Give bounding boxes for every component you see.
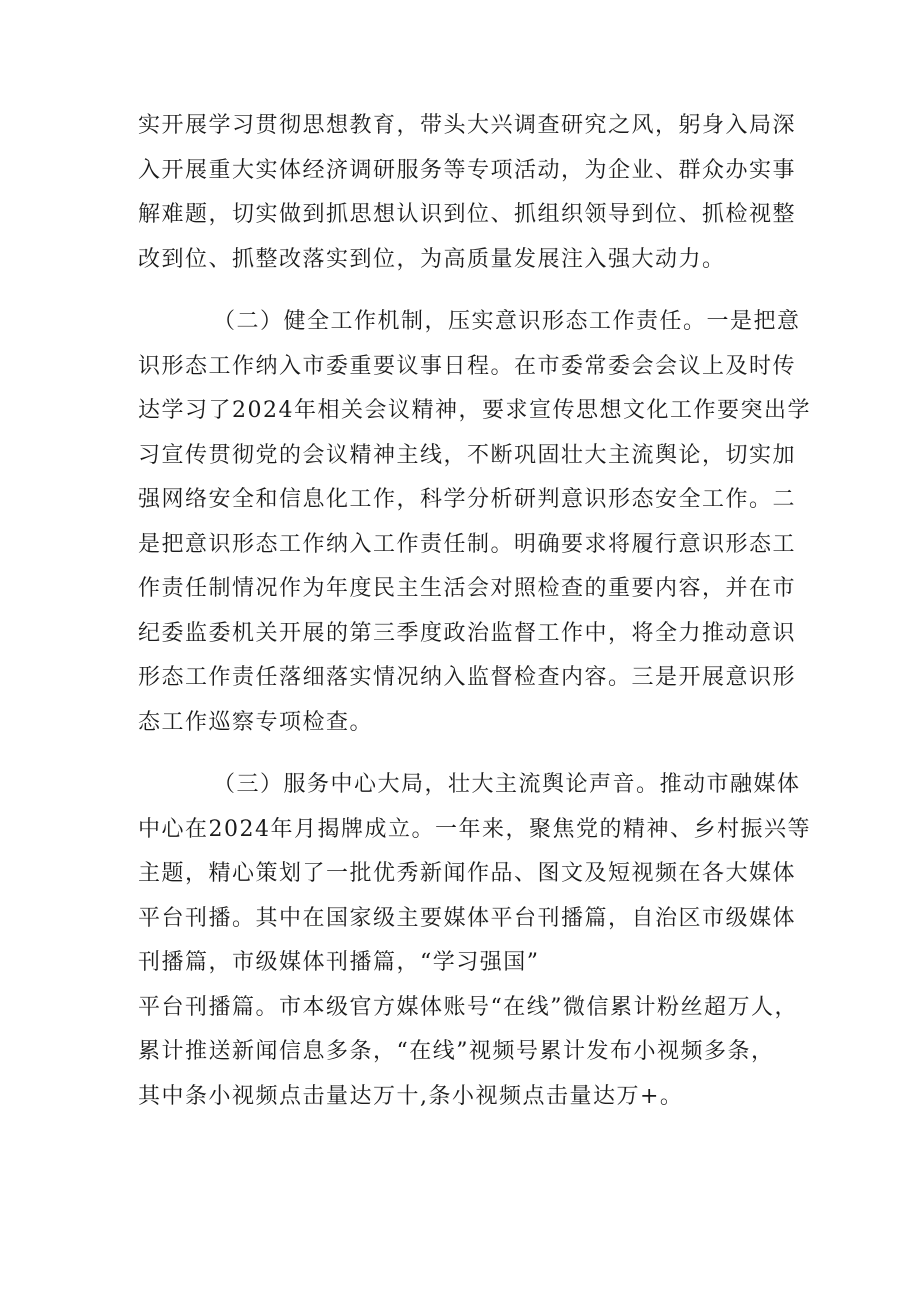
- text-line: （二）健全工作机制，压实意识形态工作责任。一是把意: [213, 309, 801, 334]
- text-line: 形态工作责任落细落实情况纳入监督检查内容。三是开展意识形: [138, 665, 797, 690]
- paragraph-spacer: [138, 282, 818, 300]
- paragraph-3: [138, 763, 818, 1119]
- text-line: 态工作巡察专项检查。: [138, 709, 374, 735]
- paragraph-spacer: [138, 745, 818, 763]
- text-line: 入开展重大实体经济调研服务等专项活动，为企业、群众办实事: [138, 157, 797, 183]
- paragraph-2: [138, 300, 818, 745]
- text-line: 实开展学习贯彻思想教育，带头大兴调查研究之风，躬身入局深: [138, 113, 797, 138]
- paragraph-1: [138, 104, 818, 282]
- text-line: 习宣传贯彻党的会议精神主线，不断巩固壮大主流舆论，切实加: [138, 442, 797, 468]
- text-line: （三）服务中心大局，壮大主流舆论声音。推动市融媒体: [213, 772, 801, 797]
- text-line: 其中条小视频点击量达万十,条小视频点击量达万+。: [138, 1083, 684, 1109]
- document-body: [138, 104, 818, 1119]
- text-line: 达学习了2024年相关会议精神，要求宣传思想文化工作要突出学: [138, 398, 811, 423]
- text-line: 识形态工作纳入市委重要议事日程。在市委常委会会议上及时传: [138, 353, 797, 379]
- text-line: 强网络安全和信息化工作，科学分析研判意识形态安全工作。二: [138, 487, 797, 512]
- text-line: 解难题，切实做到抓思想认识到位、抓组织领导到位、抓检视整: [138, 202, 797, 227]
- text-line: 主题，精心策划了一批优秀新闻作品、图文及短视频在各大媒体: [138, 861, 797, 886]
- text-line: 纪委监委机关开展的第三季度政治监督工作中，将全力推动意识: [138, 620, 797, 646]
- text-line: 作责任制情况作为年度民主生活会对照检查的重要内容，并在市: [138, 576, 797, 601]
- text-line: 平台刊播。其中在国家级主要媒体平台刊播篇，自治区市级媒体: [138, 905, 797, 931]
- text-line: 改到位、抓整改落实到位，为高质量发展注入强大动力。: [138, 246, 726, 272]
- text-line: 平台刊播篇。市本级官方媒体账号“在线”微信累计粉丝超万人，: [138, 994, 798, 1020]
- text-line: 是把意识形态工作纳入工作责任制。明确要求将履行意识形态工: [138, 531, 797, 557]
- text-line: 中心在2024年月揭牌成立。一年来，聚焦党的精神、乡村振兴等: [138, 816, 811, 842]
- text-line: 刊播篇，市级媒体刊播篇，“学习强国”: [138, 950, 540, 975]
- text-line: 累计推送新闻信息多条，“在线”视频号累计发布小视频多条，: [138, 1039, 775, 1064]
